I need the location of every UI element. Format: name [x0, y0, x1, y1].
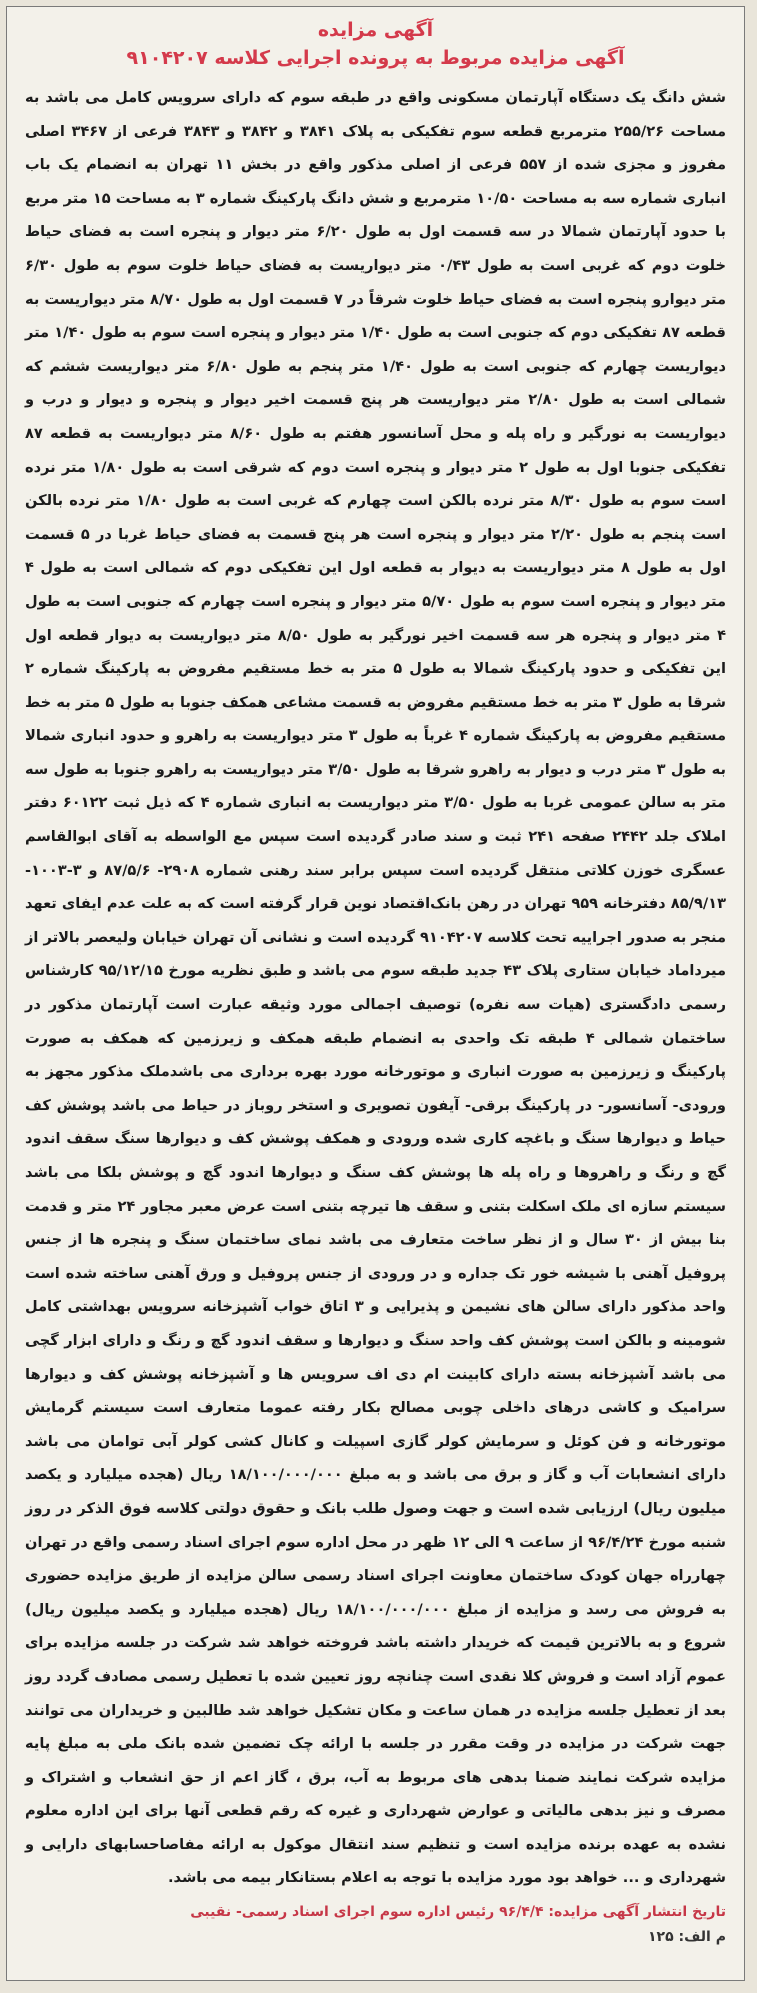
publish-date-label: تاریخ انتشار آگهی مزایده: — [548, 1904, 726, 1921]
reference-number: م الف: ۱۲۵ — [648, 1929, 726, 1946]
signature: رئیس اداره سوم اجرای اسناد رسمی- نقیبی — [190, 1904, 495, 1921]
notice-subtitle: آگهی مزایده مربوط به پرونده اجرایی کلاسه ۹۱۰۴۲۰۷ — [126, 47, 625, 69]
notice-body: شش دانگ یک دستگاه آپارتمان مسکونی واقع در طبقه سوم که دارای سرویس کامل می باشد به مساحت ۲۵۵/۲۶ مترمربع قطعه سوم تفکیکی به پلاک ۳۸۴۱ و ۳۸۴۲ و ۳۸۴۳ فرعی از ۳۴۶۷ اصلی مفروز و مجزی شده از ۵۵۷ فرعی از اصلی مذکور واقع در بخش ۱۱ تهران به انضمام یک باب انباری شماره سه به مساحت ۱۰/۵۰ مترمربع و شش دانگ پارکینگ شماره ۳ به مساحت ۱۵ متر مربع با حدود آپارتمان شمالا در سه قسمت اول به طول ۶/۲۰ متر دیوار و پنجره است به فضای حیاط خلوت دوم که غربی است به طول ۰/۴۳ متر دیواریست به فضای حیاط خلوت سوم به طول ۶/۳۰ متر دیوارو پنجره است به فضای حیاط خلوت شرقاً در ۷ قسمت اول به طول ۸/۷۰ متر دیواریست به قطعه ۸۷ تفکیکی دوم که جنوبی است به طول ۱/۴۰ متر دیوار و پنجره است سوم به طول ۱/۴۰ متر دیواریست چهارم که جنوبی است به طول ۱/۴۰ متر پنجم به طول ۶/۸۰ متر دیواریست ششم که شمالی است به طول ۲/۸۰ متر دیواریست هر پنج قسمت اخیر دیوار و پنجره و دیوار و درب و دیواریست به نورگیر و راه پله و محل آسانسور هفتم به طول ۸/۶۰ متر دیواریست به قطعه ۸۷ تفکیکی جنوبا اول به طول ۲ متر دیوار و پنجره است دوم که شرقی است به طول ۱/۸۰ متر نرده است سوم به طول ۸/۳۰ متر نرده بالکن است چهارم که غربی است به طول ۱/۸۰ متر نرده بالکن است پنجم به طول ۲/۲۰ متر دیوار و پنجره است هر پنج قسمت به فضای حیاط غربا در ۵ قسمت اول به طول ۸ متر دیواریست به دیوار به قطعه اول این تفکیکی دوم که شمالی است به طول ۴ متر دیوار و پنجره است سوم به طول ۵/۷۰ متر دیوار و پنجره است چهارم که جنوبی است به طول ۴ متر دیوار و پنجره هر سه قسمت اخیر نورگیر به طول ۸/۵۰ متر دیواریست به دیوار قطعه اول این تفکیکی و حدود پارکینگ شمالا به طول ۵ متر به خط مستقیم مفروض به پارکینگ شماره ۲ شرقا به طول ۳ متر به خط مستقیم مفروض به قسمت مشاعی همکف جنوبا به طول ۵ متر به خط مستقیم مفروض به پارکینگ شماره ۴ غرباً به طول ۳ متر دیواریست به راهرو و حدود انباری شمالا به طول ۳ متر درب و دیوار به راهرو شرقا به طول ۳/۵۰ متر دیواریست به راهرو جنوبا به طول سه متر به سالن عمومی غربا به طول ۳/۵۰ متر دیواریست به انباری شماره ۴ که ذیل ثبت ۶۰۱۲۲ دفتر املاک جلد ۲۴۴۲ صفحه ۲۴۱ ثبت و سند صادر گردیده است سپس مع الواسطه به آقای ابوالقاسم عسگری خوزن کلاتی منتقل گردیده است سپس برابر سند رهنی شماره ۲۹۰۸- ۸۷/۵/۶ و ۳-۱۰۰۳- ۸۵/۹/۱۳ دفترخانه ۹۵۹ تهران در رهن بانک‌اقتصاد نوین قرار گرفته است که به علت عدم ایفای تعهد منجر به صدور اجراییه تحت کلاسه ۹۱۰۴۲۰۷ گردیده است و نشانی آن تهران خیابان ولیعصر بالاتر از میرداماد خیابان ستاری پلاک ۴۳ جدید طبقه سوم می باشد و طبق نظریه مورخ ۹۵/۱۲/۱۵ کارشناس رسمی دادگستری (هیات سه نفره) توصیف اجمالی مورد وثیقه عبارت است آپارتمان مذکور در ساختمان شمالی ۴ طبقه تک واحدی به انضمام طبقه همکف و زیرزمین که همکف به صورت پارکینگ و زیرزمین به صورت انباری و موتورخانه مورد بهره برداری می باشدملک مذکور مجهز به ورودی- آسانسور- در پارکینگ برقی- آیفون تصویری و استخر روباز در حیاط می باشد پوشش کف حیاط و دیوارها سنگ و باغچه کاری شده ورودی و همکف پوشش کف و دیوارها سنگ سقف اندود گچ و رنگ و راهروها و راه پله ها پوشش کف سنگ و دیوارها اندود گچ و پوشش بلکا می باشد سیستم سازه ای ملک اسکلت بتنی و سقف ها تیرچه بتنی است عرض معبر مجاور ۲۴ متر و قدمت بنا بیش از ۳۰ سال و از نظر ساخت متعارف می باشد نمای ساختمان سنگ و پنجره ها از جنس پروفیل آهنی با شیشه خور تک جداره و در ورودی از جنس پروفیل و ورق آهنی ساخته شده است واحد مذکور دارای سالن های نشیمن و پذیرایی و ۳ اتاق خواب آشپزخانه سرویس بهداشتی کامل شومینه و بالکن است پوشش کف واحد سنگ و دیوارها و سقف اندود گچ و رنگ و دارای ابزار گچی می باشد آشپزخانه بسته دارای کابینت ام دی اف سرویس ها و آشپزخانه پوشش کف و دیوارها سرامیک و کاشی درهای داخلی چوبی مصالح بکار رفته عموما متعارف است سیستم گرمایش موتورخانه و فن کوئل و سرمایش کولر گازی اسپیلت و کانال کشی کولر آبی توامان می باشد دارای انشعابات آب و گاز و برق می باشد و به مبلغ ۱۸/۱۰۰/۰۰۰/۰۰۰ ریال (هجده میلیارد و یکصد میلیون ریال) ارزیابی شده است و جهت وصول طلب بانک و حقوق دولتی کلاسه فوق الذکر در روز شنبه مورخ ۹۶/۴/۲۴ از ساعت ۹ الی ۱۲ ظهر در محل اداره سوم اجرای اسناد رسمی واقع در تهران چهارراه جهان کودک ساختمان معاونت اجرای اسناد رسمی سالن مزایده از طریق مزایده حضوری به فروش می رسد و مزایده از مبلغ ۱۸/۱۰۰/۰۰۰/۰۰۰ ریال (هجده میلیارد و یکصد میلیون ریال) شروع و به بالاترین قیمت که خریدار داشته باشد فروخته خواهد شد شرکت در جلسه مزایده برای عموم آزاد است و فروش کلا نقدی است چنانچه روز تعیین شده با تعطیل رسمی مصادف گردد روز بعد از تعطیل جلسه مزایده در همان ساعت و مکان تشکیل خواهد شد طالبین و خریداران می توانند جهت شرکت در مزایده در وقت مقرر در جلسه با ارائه چک تضمین شده بانک ملی به مبلغ پایه مزایده شرکت نمایند ضمنا بدهی های مربوط به آب، برق ، گاز اعم از حق انشعاب و اشتراک و مصرف و نیز بدهی مالیاتی و عوارض شهرداری و غیره که رقم قطعی آنها برای این اداره معلوم نشده به عهده برنده مزایده است و تنظیم سند انتقال موکول به ارائه مفاصاحسابهای دارایی و شهرداری و ... خواهد بود مورد مزایده با توجه به اعلام بستانکار بیمه می باشد. — [25, 89, 727, 1887]
publish-date: ۹۶/۴/۴ — [499, 1904, 544, 1921]
notice-title: آگهی مزایده — [317, 19, 434, 41]
auction-notice — [6, 6, 745, 1981]
notice-footer — [25, 1899, 726, 1925]
